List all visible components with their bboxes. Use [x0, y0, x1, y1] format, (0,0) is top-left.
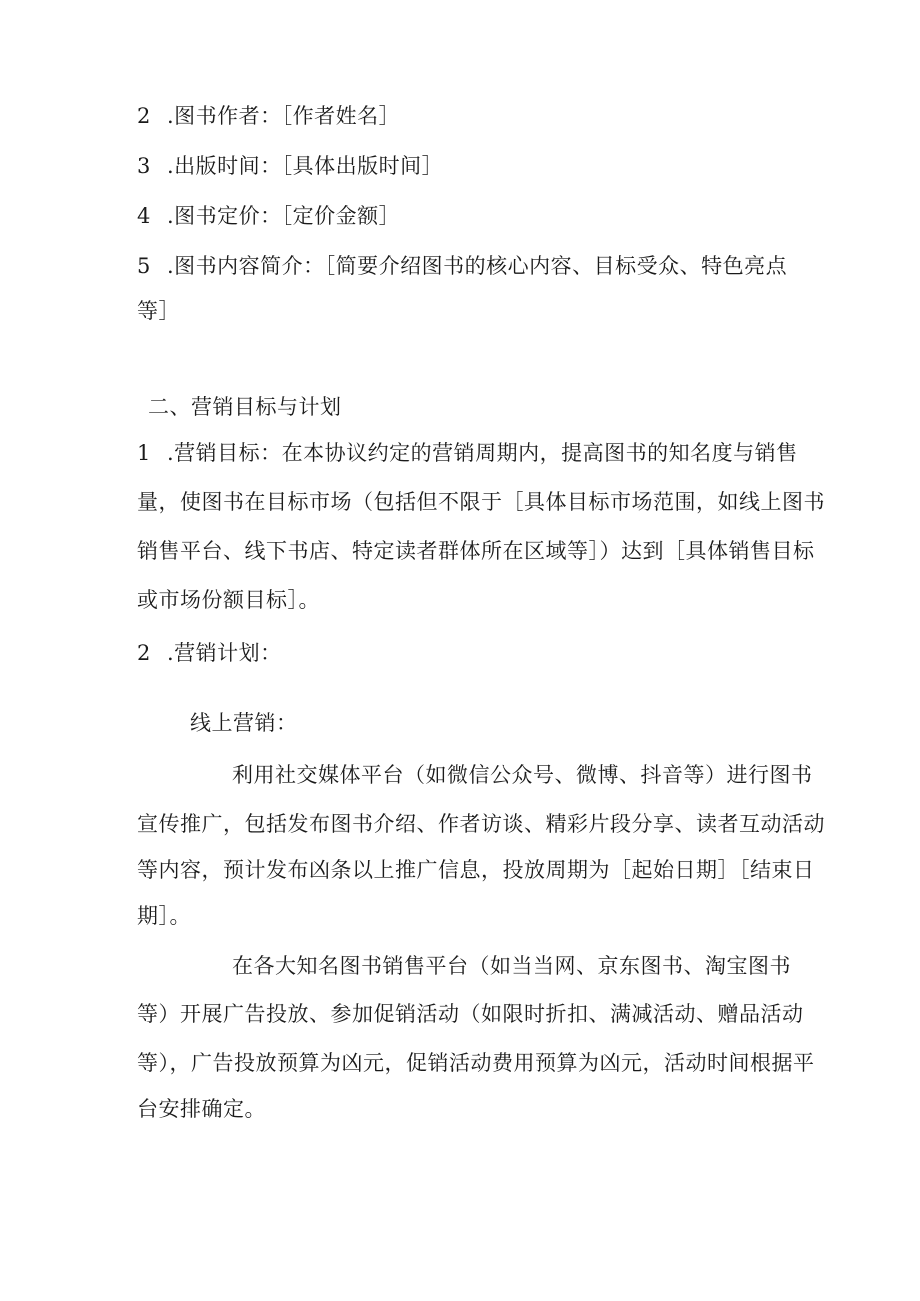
item-text: .图书定价：［定价金额］ — [167, 204, 401, 228]
goal-text: .营销目标：在本协议约定的营销周期内，提高图书的知名度与销售 — [167, 441, 798, 465]
plan-title — [137, 640, 282, 666]
item-price — [137, 203, 400, 229]
para2-line-2: 等）开展广告投放、参加促销活动（如限时折扣、满减活动、赠品活动 — [137, 1002, 804, 1026]
item-text: .出版时间：［具体出版时间］ — [167, 154, 444, 178]
para2-line-1: 在各大知名图书销售平台（如当当网、京东图书、淘宝图书 — [232, 954, 791, 978]
item-summary-continuation: 等］ — [137, 299, 180, 323]
item-summary — [137, 253, 787, 279]
item-number: 2 — [137, 641, 151, 665]
goal-line-4: 或市场份额目标］。 — [137, 588, 320, 612]
item-author — [137, 103, 400, 129]
para1-line-1: 利用社交媒体平台（如微信公众号、微博、抖音等）进行图书 — [232, 763, 813, 787]
para2-line-3: 等），广告投放预算为凶元，促销活动费用预算为凶元，活动时间根据平 — [137, 1051, 815, 1075]
para2-line-4: 台安排确定。 — [137, 1097, 266, 1121]
item-number: 3 — [137, 154, 151, 178]
online-marketing-heading: 线上营销： — [190, 711, 298, 735]
goal-line-3: 销售平台、线下书店、特定读者群体所在区域等］）达到［具体销售目标 — [137, 539, 815, 563]
item-text: .图书作者：［作者姓名］ — [167, 104, 401, 128]
para1-line-2: 宣传推广，包括发布图书介绍、作者访谈、精彩片段分享、读者互动活动 — [137, 812, 825, 836]
section-heading: 二、营销目标与计划 — [148, 395, 342, 419]
goal-line-2: 量，使图书在目标市场（包括但不限于［具体目标市场范围，如线上图书 — [137, 490, 825, 514]
item-publish-time — [137, 153, 443, 179]
item-number: 5 — [137, 254, 151, 278]
item-number: 1 — [137, 441, 151, 465]
item-number: 4 — [137, 204, 151, 228]
item-number: 2 — [137, 104, 151, 128]
item-text: .图书内容简介：［简要介绍图书的核心内容、目标受众、特色亮点 — [167, 254, 788, 278]
goal-line-1 — [137, 440, 798, 466]
plan-title-text: .营销计划： — [167, 641, 282, 665]
para1-line-3: 等内容，预计发布凶条以上推广信息，投放周期为［起始日期］［结束日 — [137, 858, 815, 882]
para1-line-4: 期］。 — [137, 904, 191, 928]
